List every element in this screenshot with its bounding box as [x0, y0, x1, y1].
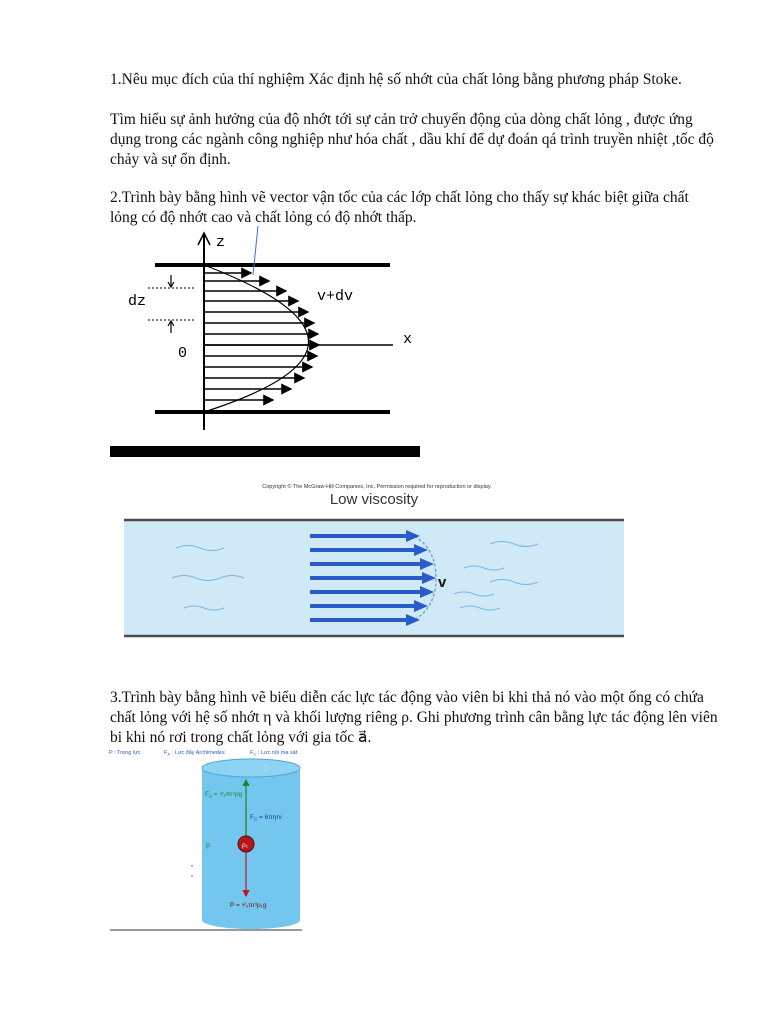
buoyancy-formula: $F_A$ = ⁴⁄₃πr³ρg [205, 791, 243, 799]
force-diagram-figure [108, 746, 304, 932]
legend-buoyancy: $F_A$ : Lực đẩy Archimedes [164, 750, 225, 757]
separator-bar [110, 446, 420, 457]
q3-title: 3.Trình bày bằng hình vẽ biểu diễn các lực tác động vào viên bi khi thả nó vào một ống có chứa chất lỏng với hệ số nhớt η và khối lượng riêng ρ. Ghi phương trình cân bằng lực tác động lên viên bi khi nó rơi trong chất lỏng với gia tốc a⃗. [110, 689, 718, 746]
z-label: z [216, 234, 226, 251]
dz-label: dz [128, 293, 147, 310]
q2-title: 2.Trình bày bằng hình vẽ vector vận tốc của các lớp chất lỏng cho thấy sự khác biệt giữa chất lỏng có độ nhớt cao và chất lỏng có độ nhớt thấp. [110, 189, 689, 226]
ball-density-label: ρ₁ [242, 842, 248, 849]
velocity-profile-figure [108, 225, 428, 437]
q1-title: 1.Nêu mục đích của thí nghiệm Xác định hệ số nhớt của chất lỏng bằng phương pháp Stoke. [110, 71, 682, 88]
gravity-formula: P = ⁴⁄₃πr³ρ₁g [230, 902, 267, 909]
velocity-envelope [204, 265, 309, 412]
v-plus-dv-label: v+dv [317, 288, 354, 305]
v-label: v [438, 574, 447, 591]
velocity-arrows [204, 273, 319, 400]
legend-gravity: P : Trọng lực [109, 750, 141, 756]
low-viscosity-figure [124, 478, 630, 644]
legend-friction: $F_C$ : Lực nội ma sát [250, 750, 298, 757]
origin-label: 0 [178, 345, 188, 362]
copyright-text: Copyright © The McGraw-Hill Companies, Inc. Permission required for reproduction or display. [262, 484, 492, 490]
friction-formula: $F_C = 6\pi\eta rv$ [250, 814, 282, 822]
x-label: x [403, 331, 413, 348]
q1-answer: Tìm hiểu sự ảnh hưởng của độ nhớt tới sự cản trở chuyển động của dòng chất lỏng , được ứng dụng trong các ngành công nghiệp như hóa chất , dầu khí để dự đoán qá trình truyền nhiệt ,tốc độ chảy và sự ổn định. [110, 111, 714, 168]
low-viscosity-title: Low viscosity [329, 491, 419, 508]
fluid-density-label: ρ [206, 842, 210, 849]
